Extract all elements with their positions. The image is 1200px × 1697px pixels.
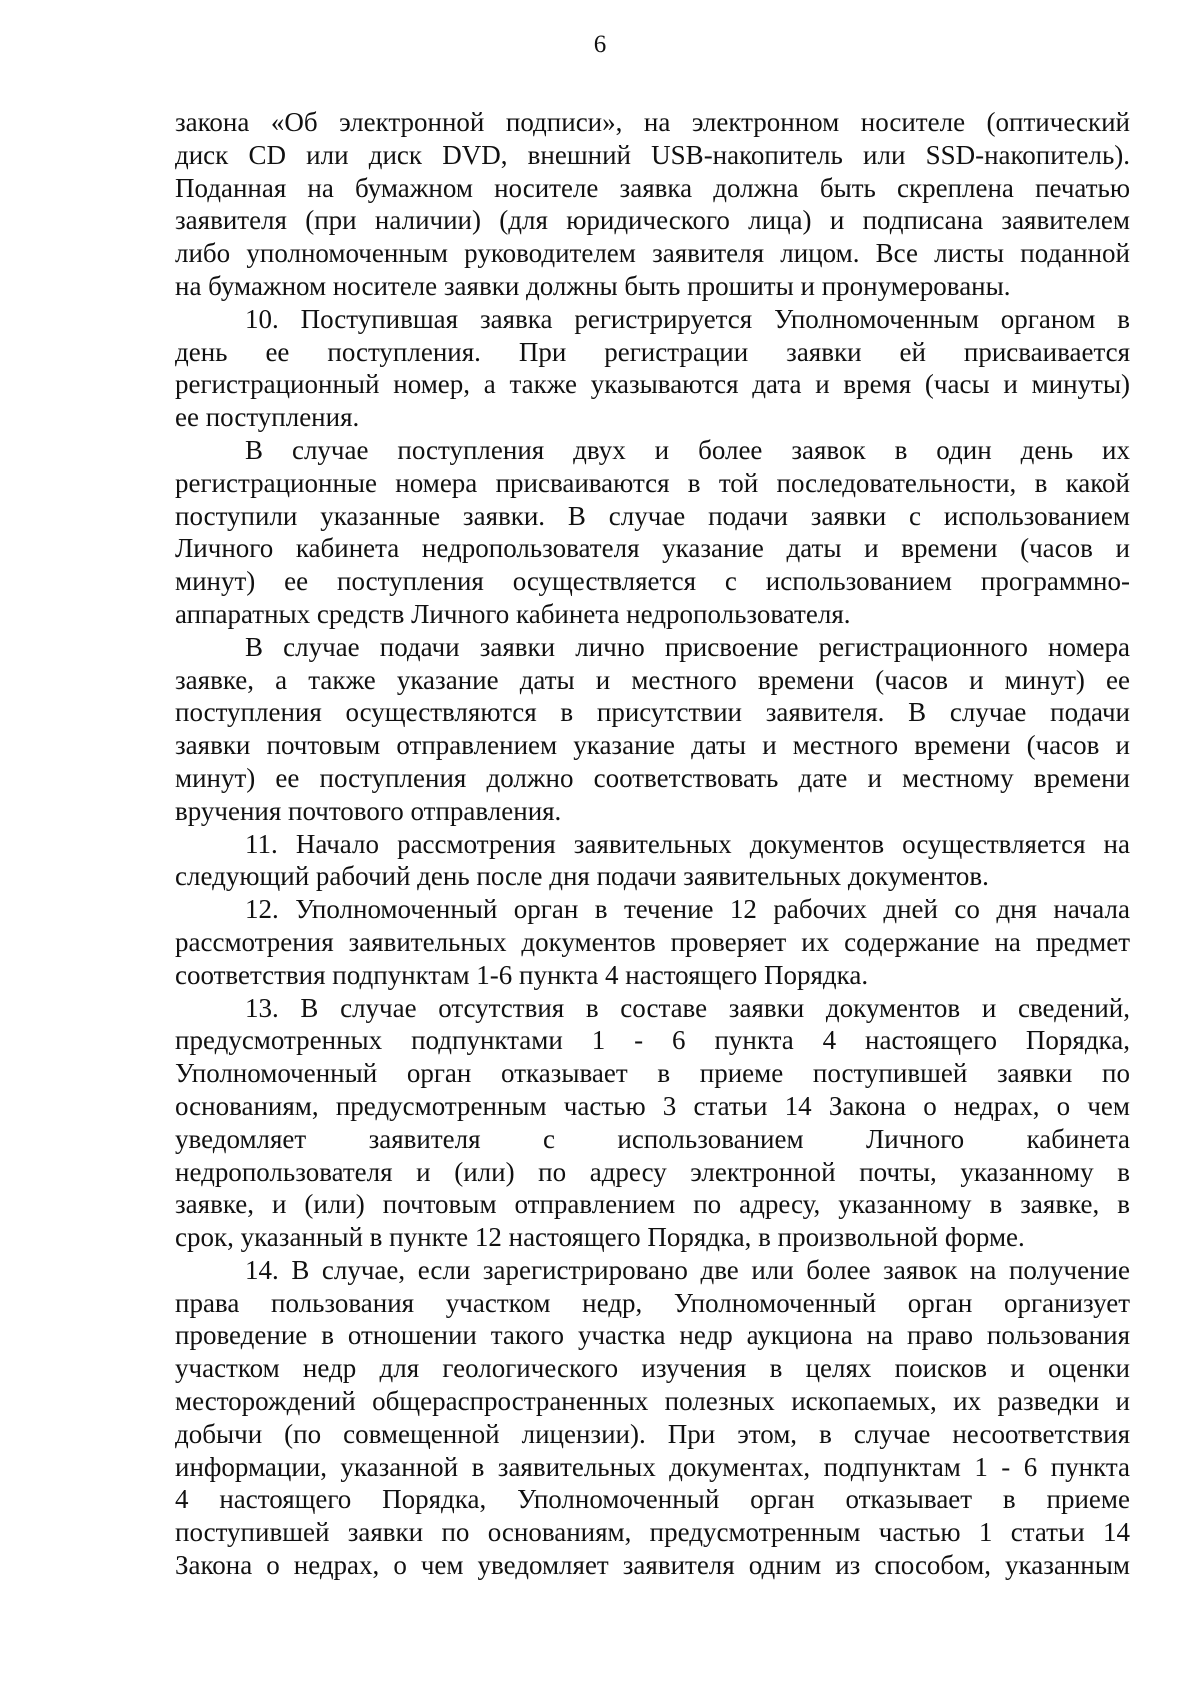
text-line: минут) ее поступления должно соответствовать дате и местному времени [175,762,1130,793]
text-line: 10. Поступившая заявка регистрируется Уполномоченным органом в [245,303,1130,334]
text-line: заявке, и (или) почтовым отправлением по адресу, указанному в заявке, в [175,1189,1130,1220]
text-line: информации, указанной в заявительных документах, подпунктам 1 - 6 пункта [175,1451,1130,1482]
text-line: день ее поступления. При регистрации заявки ей присваивается [175,336,1130,367]
text-line: 11. Начало рассмотрения заявительных документов осуществляется на [245,828,1130,859]
text-line: 13. В случае отсутствия в составе заявки документов и сведений, [245,992,1130,1023]
text-line: 12. Уполномоченный орган в течение 12 рабочих дней со дня начала [245,894,1130,925]
text-line: 4 настоящего Порядка, Уполномоченный орган отказывает в приеме [175,1484,1130,1515]
text-line: участком недр для геологического изучения в целях поисков и оценки [175,1353,1130,1384]
text-line: поступления осуществляются в присутствии заявителя. В случае подачи [175,697,1130,728]
text-line: Уполномоченный орган отказывает в приеме поступившей заявки по [175,1058,1130,1089]
text-line: поступили указанные заявки. В случае подачи заявки с использованием [175,500,1130,531]
text-line: предусмотренных подпунктами 1 - 6 пункта 4 настоящего Порядка, [175,1025,1130,1056]
text-line: заявки почтовым отправлением указание даты и местного времени (часов и [175,730,1130,761]
text-line: Личного кабинета недропользователя указание даты и времени (часов и [175,533,1130,564]
text-line: проведение в отношении такого участка недр аукциона на право пользования [175,1320,1130,1351]
text-line: недропользователя и (или) по адресу электронной почты, указанному в [175,1156,1130,1187]
text-line: права пользования участком недр, Уполномоченный орган организует [175,1287,1130,1318]
text-line: заявке, а также указание даты и местного времени (часов и минут) ее [175,664,1130,695]
text-line: ее поступления. [175,402,360,433]
text-line: основаниям, предусмотренным частью 3 статьи 14 Закона о недрах, о чем [175,1090,1130,1121]
text-line: регистрационные номера присваиваются в той последовательности, в какой [175,467,1130,498]
text-line: рассмотрения заявительных документов проверяет их содержание на предмет [175,926,1130,957]
text-line: соответствия подпунктам 1-6 пункта 4 настоящего Порядка. [175,959,869,990]
text-line: закона «Об электронной подписи», на электронном носителе (оптический [175,107,1130,137]
text-line: В случае поступления двух и более заявок в один день их [245,434,1130,465]
text-line: аппаратных средств Личного кабинета недропользователя. [175,598,851,629]
document-body [175,106,1130,1582]
text-line: добычи (по совмещенной лицензии). При этом, в случае несоответствия [175,1418,1130,1449]
text-line: заявителя (при наличии) (для юридического лица) и подписана заявителем [175,205,1130,236]
page-number: 6 [593,31,607,58]
text-line: поступившей заявки по основаниям, предусмотренным частью 1 статьи 14 [175,1517,1130,1548]
text-line: на бумажном носителе заявки должны быть прошиты и пронумерованы. [175,270,1011,301]
text-line: следующий рабочий день после дня подачи заявительных документов. [175,861,989,892]
text-line: диск CD или диск DVD, внешний USB-накопитель или SSD-накопитель). [175,139,1130,170]
text-line: уведомляет заявителя с использованием Личного кабинета [175,1123,1130,1154]
text-line: В случае подачи заявки лично присвоение регистрационного номера [245,631,1130,662]
text-line: срок, указанный в пункте 12 настоящего Порядка, в произвольной форме. [175,1222,1025,1253]
text-line: Поданная на бумажном носителе заявка должна быть скреплена печатью [175,172,1130,203]
text-line: 14. В случае, если зарегистрировано две или более заявок на получение [245,1254,1130,1285]
text-line: регистрационный номер, а также указываются дата и время (часы и минуты) [175,369,1130,400]
text-line: Закона о недрах, о чем уведомляет заявителя одним из способом, указанным [175,1550,1130,1581]
text-line: вручения почтового отправления. [175,795,562,826]
text-line: месторождений общераспространенных полезных ископаемых, их разведки и [175,1386,1130,1417]
text-line: минут) ее поступления осуществляется с использованием программно- [175,566,1130,597]
text-line: либо уполномоченным руководителем заявителя лицом. Все листы поданной [175,238,1130,269]
